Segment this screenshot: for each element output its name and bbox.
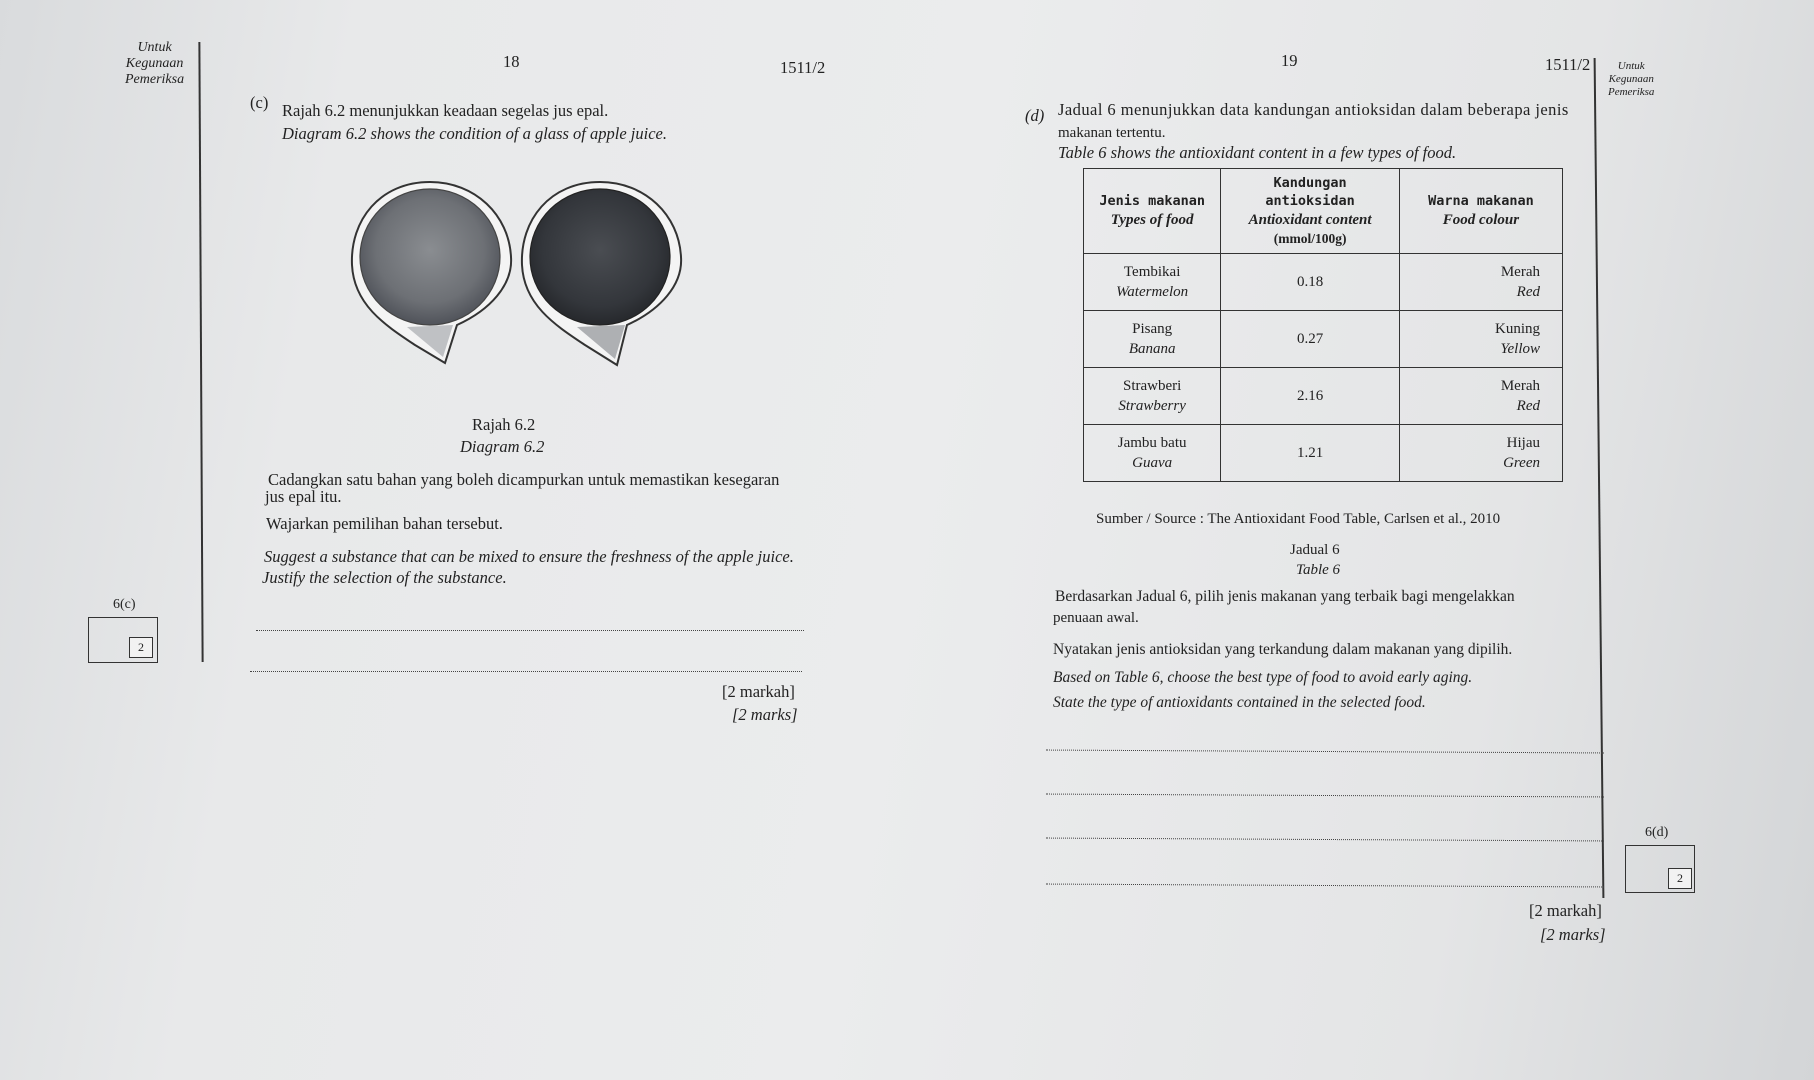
colour-ms: Merah [1500,263,1540,280]
colour-en: Yellow [1500,341,1540,357]
examiner-margin-line-right [1594,58,1604,898]
prompt-c-en-line1: Suggest a substance that can be mixed to ensure the freshness of the apple juice. [264,547,794,566]
food-en: Guava [1132,455,1173,471]
question-c-text-en: Diagram 6.2 shows the condition of a glass of apple juice. [282,124,667,143]
paper-code-right: 1511/2 [1545,55,1591,74]
examiner-margin-label-left [125,40,184,88]
examiner-margin-label-right [1608,60,1654,99]
score-label-6c: 6(c) [113,597,136,612]
answer-line-d2[interactable] [1046,794,1604,799]
header-antioxidant-content [1221,169,1400,254]
answer-line-c2[interactable] [250,671,802,673]
food-ms: Pisang [1132,320,1173,337]
margin-label-line: Pemeriksa [125,72,185,87]
table-caption-en: Table 6 [1296,562,1341,578]
prompt-c-en-line2: Justify the selection of the substance. [262,568,507,587]
apple-juice-glass-diagram [345,175,695,375]
question-d-text-ms-line2: makanan tertentu. [1058,125,1166,141]
cell-food [1084,311,1221,368]
marks-c-en: [2 marks] [732,705,798,724]
cell-colour [1399,425,1562,482]
cell-value: 2.16 [1221,368,1400,425]
question-d-label: (d) [1025,106,1045,125]
header-text: Warna makanan [1428,192,1534,209]
cell-food [1084,368,1221,425]
question-d-text-en: Table 6 shows the antioxidant content in a few types of food. [1058,143,1457,162]
page-number-right: 19 [1281,51,1298,70]
header-text-en: Food colour [1442,211,1520,228]
table-header-row [1084,169,1563,254]
paper-code-left: 1511/2 [780,58,826,77]
food-en: Banana [1128,341,1176,357]
header-food-colour [1399,169,1562,254]
margin-label-line: Untuk [1617,60,1645,72]
prompt-d-ms-line1: Berdasarkan Jadual 6, pilih jenis makanan yang terbaik bagi mengelakkan [1055,588,1515,605]
food-ms: Jambu batu [1117,434,1187,451]
cell-colour [1399,311,1562,368]
header-text: Kandungan antioksidan [1265,174,1355,209]
colour-en: Green [1503,455,1540,471]
score-max-6c: 2 [129,637,153,658]
cell-value: 0.27 [1221,311,1400,368]
colour-en: Red [1516,284,1540,300]
marks-d-en: [2 marks] [1540,925,1606,944]
header-text-en: Antioxidant content [1248,211,1372,228]
diagram-caption-ms: Rajah 6.2 [472,415,536,434]
food-ms: Strawberi [1122,377,1182,394]
examiner-margin-line-left [198,42,203,662]
cell-value: 0.18 [1221,254,1400,311]
answer-line-c1[interactable] [256,630,804,632]
prompt-c-ms-line1: Cadangkan satu bahan yang boleh dicampurkan untuk memastikan kesegaran [268,470,780,489]
answer-line-d4[interactable] [1046,884,1604,889]
food-en: Watermelon [1116,284,1189,300]
answer-line-d1[interactable] [1046,750,1604,755]
answer-line-d3[interactable] [1046,838,1604,843]
cell-value: 1.21 [1221,425,1400,482]
header-text-en: Types of food [1110,211,1194,228]
cell-food [1084,254,1221,311]
colour-ms: Kuning [1495,320,1540,337]
prompt-d-ms-line2: penuaan awal. [1053,610,1139,626]
margin-label-line: Kegunaan [125,56,184,71]
margin-label-line: Pemeriksa [1608,86,1655,98]
colour-ms: Hijau [1506,434,1540,451]
prompt-c-ms-line2: jus epal itu. [265,487,342,506]
table-row [1084,425,1563,482]
colour-en: Red [1516,398,1540,414]
prompt-d-en-line1: Based on Table 6, choose the best type of food to avoid early aging. [1053,669,1473,686]
antioxidant-table [1083,168,1563,482]
cell-colour [1399,254,1562,311]
table-row [1084,311,1563,368]
cell-food [1084,425,1221,482]
page-number-left: 18 [503,52,520,71]
table-row [1084,368,1563,425]
marks-c-ms: [2 markah] [722,682,795,701]
margin-label-line: Kegunaan [1608,73,1654,85]
marks-d-ms: [2 markah] [1529,901,1602,920]
fresh-juice-glass [352,182,511,363]
prompt-c-ms-line3: Wajarkan pemilihan bahan tersebut. [266,514,503,533]
header-text: Jenis makanan [1099,192,1205,209]
question-c-text-ms: Rajah 6.2 menunjukkan keadaan segelas jus epal. [282,101,609,120]
food-ms: Tembikai [1123,263,1181,280]
diagram-caption-en: Diagram 6.2 [460,437,545,456]
table-source [1096,511,1500,528]
table-caption-ms: Jadual 6 [1290,542,1340,558]
score-label-6d: 6(d) [1645,825,1669,840]
header-food-type [1084,169,1221,254]
margin-label-line: Untuk [137,40,172,55]
score-max-6d: 2 [1668,868,1692,889]
question-d-text-ms-line1: Jadual 6 menunjukkan data kandungan antioksidan dalam beberapa jenis [1058,100,1569,119]
colour-ms: Merah [1500,377,1540,394]
prompt-d-ms-line3: Nyatakan jenis antioksidan yang terkandung dalam makanan yang dipilih. [1053,641,1513,658]
table-row [1084,254,1563,311]
source-text: Sumber / Source : The Antioxidant Food Table, Carlsen et al., 2010 [1096,511,1501,527]
oxidised-juice-glass [522,182,681,365]
header-unit: (mmol/100g) [1273,231,1347,247]
question-c-label: (c) [250,93,269,112]
food-en: Strawberry [1118,398,1186,414]
cell-colour [1399,368,1562,425]
prompt-d-en-line2: State the type of antioxidants contained in the selected food. [1053,694,1426,711]
